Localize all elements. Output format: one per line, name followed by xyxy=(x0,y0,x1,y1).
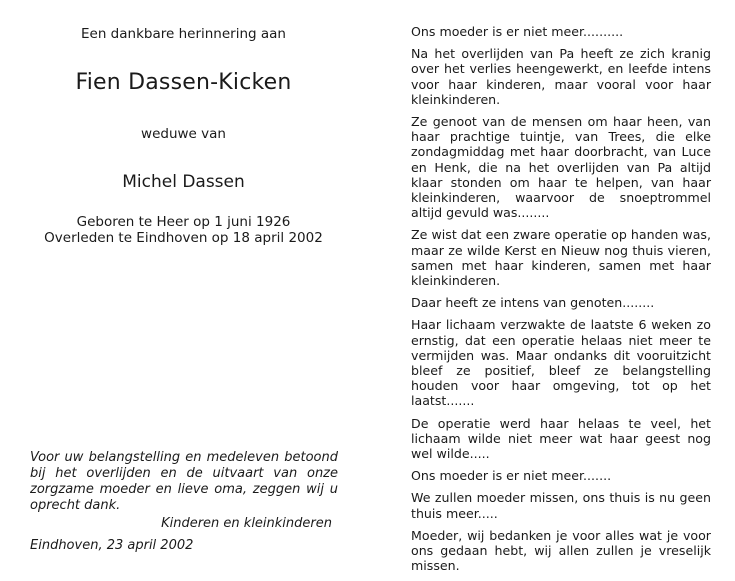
paragraph-1: Ons moeder is er niet meer.......... xyxy=(411,24,624,39)
thanks-message: Voor uw belangstelling en medeleven betoond bij het overlijden en de uitvaart van onze zorgzame moeder en lieve oma, zeggen wij u oprecht dank. xyxy=(30,450,338,513)
paragraph-4: Ze wist dat een zware operatie op handen was, maar ze wilde Kerst en Nieuw nog thuis vieren, samen met haar kinderen, samen met haar kleinkinderen. xyxy=(411,227,711,289)
widow-of-line: weduwe van xyxy=(141,126,226,142)
intro-line: Een dankbare herinnering aan xyxy=(81,26,286,42)
paragraph-2: Na het overlijden van Pa heeft ze zich kranig over het verlies heengewerkt, en leefde intens voor haar kinderen, maar vooral voor haar kleinkinderen. xyxy=(411,46,711,107)
husband-name: Michel Dassen xyxy=(122,172,245,192)
death-line: Overleden te Eindhoven op 18 april 2002 xyxy=(44,230,323,246)
place-date-line: Eindhoven, 23 april 2002 xyxy=(30,538,194,553)
signature-line: Kinderen en kleinkinderen xyxy=(161,516,332,531)
deceased-name: Fien Dassen-Kicken xyxy=(75,70,292,95)
paragraph-10: Moeder, wij bedanken je voor alles wat je voor ons gedaan hebt, wij allen zullen je vreselijk missen. xyxy=(411,527,711,574)
paragraph-6: Haar lichaam verzwakte de laatste 6 weken zo ernstig, dat een operatie helaas niet meer te vermijden was. Maar ondanks dit vooruitzicht bleef ze positief, bleef ze belangstelling houden voor haar omgeving, tot op het laatst....... xyxy=(411,317,711,409)
left-card-panel xyxy=(0,0,367,580)
memorial-text xyxy=(411,24,711,581)
paragraph-7: De operatie werd haar helaas te veel, het lichaam wilde niet meer wat haar geest nog wel wilde..... xyxy=(411,415,711,462)
right-card-panel xyxy=(367,0,735,580)
paragraph-9: We zullen moeder missen, ons thuis is nu geen thuis meer..... xyxy=(411,490,711,521)
paragraph-3: Ze genoot van de mensen om haar heen, van haar prachtige tuintje, van Trees, die elke zondagmiddag met haar doorbracht, van Luce en Henk, die na het overlijden van Pa altijd klaar stonden om haar te helpen, van haar kleinkinderen, waarvoor de snoeptrommel altijd gevuld was........ xyxy=(411,114,711,221)
paragraph-5: Daar heeft ze intens van genoten........ xyxy=(411,295,655,311)
life-dates xyxy=(0,214,367,246)
paragraph-8: Ons moeder is er niet meer....... xyxy=(411,468,612,484)
birth-line: Geboren te Heer op 1 juni 1926 xyxy=(76,214,291,230)
